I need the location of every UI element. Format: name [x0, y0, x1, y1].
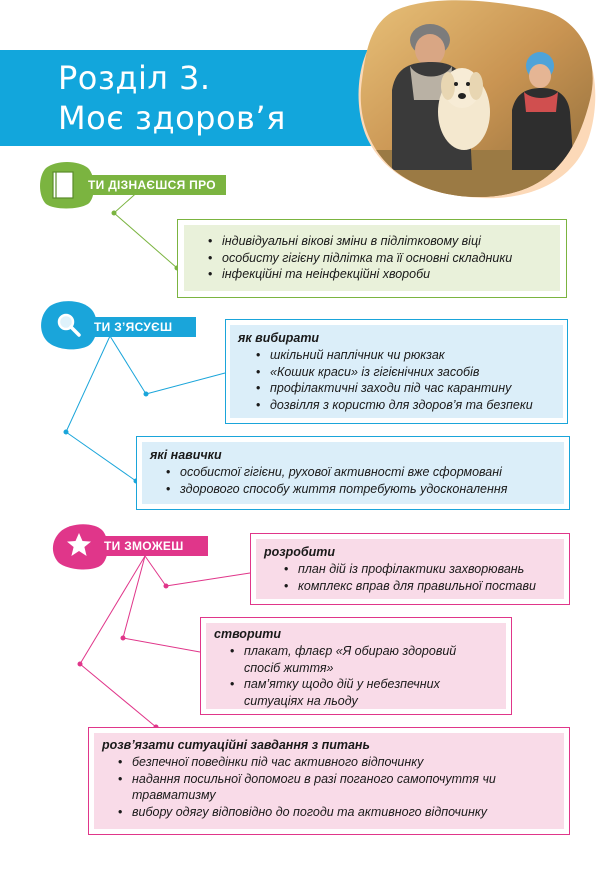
- list-item: • дозвілля з користю для здоров’я та безпеки: [254, 397, 533, 414]
- able-box-2-list: [228, 643, 488, 709]
- list-item: • безпечної поведінки під час активного відпочинку: [116, 754, 556, 771]
- able-box-1-heading: розробити: [264, 545, 336, 559]
- badge-learn: [38, 160, 228, 210]
- learn-list: [206, 233, 512, 283]
- list-item: • шкільний наплічник чи рюкзак: [254, 347, 533, 364]
- magnifier-icon: [56, 312, 82, 338]
- list-item: • надання посильної допомоги в разі поганого самопочуття чи травматизму: [116, 771, 556, 804]
- able-box-1-inner: [256, 539, 564, 599]
- able-box-3-list: [116, 754, 556, 820]
- list-item: • вибору одягу відповідно до погоди та активного відпочинку: [116, 804, 556, 821]
- explore-box-1-list: [254, 347, 533, 413]
- able-box-1-list: [282, 561, 536, 594]
- able-box-2-inner: [206, 623, 506, 709]
- badge-able: [52, 522, 212, 572]
- list-item: • інфекційні та неінфекційні хвороби: [206, 266, 512, 283]
- list-item: • здорового способу життя потребують удосконалення: [164, 481, 507, 498]
- book-icon: [52, 171, 74, 199]
- list-item: • план дій із профілактики захворювань: [282, 561, 536, 578]
- chapter-title-line1: Розділ 3.: [58, 59, 211, 97]
- explore-box-2-list: [164, 464, 507, 497]
- badge-explore: [40, 300, 200, 350]
- able-box-3-inner: [94, 733, 564, 829]
- list-item: • комплекс вправ для правильної постави: [282, 578, 536, 595]
- able-box-2-heading: створити: [214, 627, 281, 641]
- list-item: • особистої гігієни, рухової активності вже сформовані: [164, 464, 507, 481]
- list-item: • плакат, флаєр «Я обираю здоровий спосіб життя»: [228, 643, 488, 676]
- badge-able-label: ТИ ЗМОЖЕШ: [90, 536, 208, 556]
- badge-explore-label: ТИ З’ЯСУЄШ: [80, 317, 196, 337]
- chapter-title-line2: Моє здоров’я: [58, 99, 286, 137]
- learn-box-inner: [184, 225, 560, 291]
- explore-box-1-heading: як вибирати: [238, 331, 320, 345]
- list-item: • профілактичні заходи під час карантину: [254, 380, 533, 397]
- explore-box-2-inner: [142, 442, 564, 504]
- badge-learn-label: ТИ ДІЗНАЄШСЯ ПРО: [74, 175, 226, 195]
- list-item: • особисту гігієну підлітка та її основні складники: [206, 250, 512, 267]
- list-item: • «Кошик краси» із гігієнічних засобів: [254, 364, 533, 381]
- star-icon: [66, 532, 92, 558]
- explore-box-2-heading: які навички: [150, 448, 222, 462]
- list-item: • індивідуальні вікові зміни в підлітковому віці: [206, 233, 512, 250]
- list-item: • пам’ятку щодо дій у небезпечних ситуаціях на льоду: [228, 676, 488, 709]
- able-box-3-heading: розв’язати ситуаційні завдання з питань: [102, 738, 370, 752]
- explore-box-1-inner: [230, 325, 563, 418]
